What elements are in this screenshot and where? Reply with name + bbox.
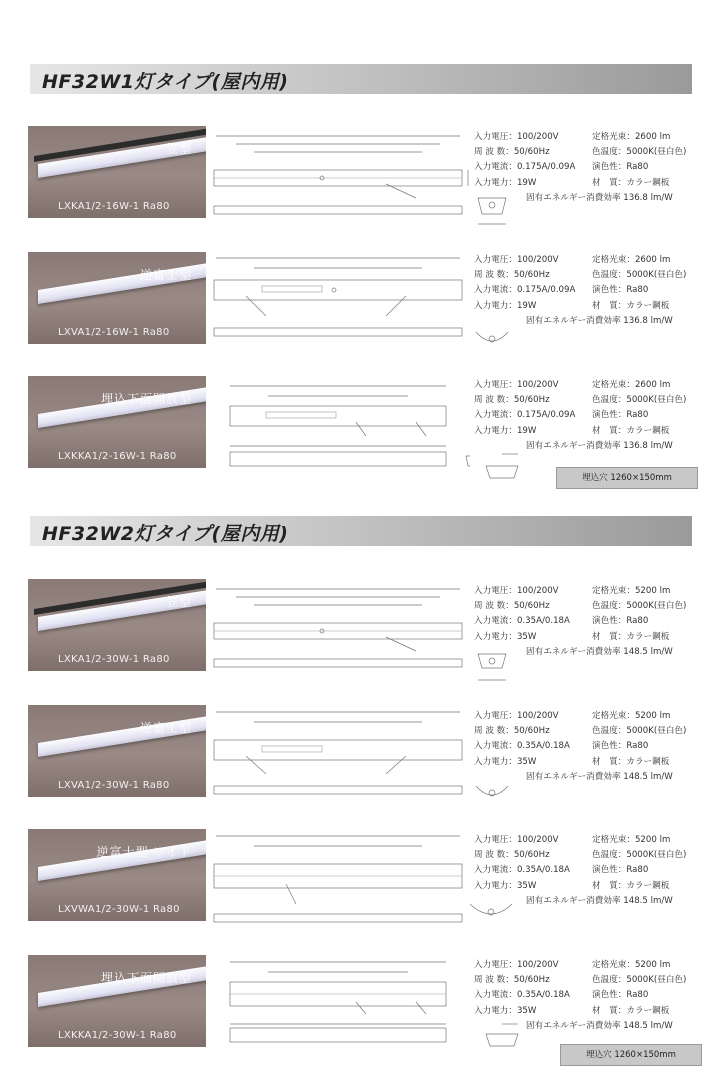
product-name: 埋込下面開放型	[100, 971, 192, 985]
product-photo-umekomi-2w	[28, 955, 206, 1047]
spec-material: 材 質：カラー鋼板	[592, 880, 670, 891]
spec-power: 入力電力：19W	[474, 300, 537, 311]
technical-drawing-umekomi-1w	[206, 378, 470, 478]
spec-lumen: 定格光束：5200 lm	[592, 960, 671, 970]
section-profile-sakafuji-1w	[472, 326, 512, 356]
spec-frequency: 周 波 数：50/60Hz	[474, 975, 550, 986]
spec-lumen: 定格光束：2600 lm	[592, 380, 671, 390]
spec-cri: 演色性：Ra80	[592, 990, 649, 1001]
product-model: LXKKA1/2-16W-1 Ra80	[58, 451, 177, 462]
spec-efficiency: 固有エネルギー消費効率 148.5 lm/W	[526, 895, 673, 906]
spec-power: 入力電力：19W	[474, 177, 537, 188]
product-model: LXVA1/2-30W-1 Ra80	[58, 780, 170, 791]
embed-hole-label-1w: 埋込穴 1260×150mm	[556, 467, 698, 489]
spec-efficiency: 固有エネルギー消費効率 136.8 lm/W	[526, 315, 673, 326]
spec-lumen: 定格光束：2600 lm	[592, 255, 671, 265]
product-name: 埋込下面開放型	[100, 392, 192, 406]
product-model: LXKA1/2-16W-1 Ra80	[58, 201, 170, 212]
product-photo-sakafuji-1w	[28, 252, 206, 344]
spec-lumen: 定格光束：5200 lm	[592, 835, 671, 845]
spec-frequency: 周 波 数：50/60Hz	[474, 601, 550, 612]
product-photo-kasa-1w	[28, 126, 206, 218]
spec-current: 入力電流：0.35A/0.18A	[474, 990, 570, 1001]
spec-voltage: 入力電圧：100/200V	[474, 960, 559, 970]
spec-lumen: 定格光束：2600 lm	[592, 132, 671, 142]
spec-cri: 演色性：Ra80	[592, 162, 649, 173]
spec-power: 入力電力：35W	[474, 1005, 537, 1016]
spec-frequency: 周 波 数：50/60Hz	[474, 395, 550, 406]
spec-block-kasa-2w	[474, 584, 714, 660]
spec-voltage: 入力電圧：100/200V	[474, 711, 559, 721]
spec-power: 入力電力：19W	[474, 425, 537, 436]
spec-efficiency: 固有エネルギー消費効率 148.5 lm/W	[526, 646, 673, 657]
spec-material: 材 質：カラー鋼板	[592, 177, 670, 188]
product-name: 笠型	[165, 142, 192, 156]
product-model: LXKA1/2-30W-1 Ra80	[58, 654, 170, 665]
section-header-1w	[30, 64, 692, 94]
product-model: LXVWA1/2-30W-1 Ra80	[58, 904, 180, 915]
spec-power: 入力電力：35W	[474, 756, 537, 767]
spec-current: 入力電流：0.175A/0.09A	[474, 285, 576, 296]
spec-cri: 演色性：Ra80	[592, 865, 649, 876]
spec-block-sakafuji-2w	[474, 709, 714, 785]
technical-drawing-kasa-2w	[206, 579, 470, 689]
technical-drawing-kasa-1w	[206, 126, 470, 241]
spec-lumen: 定格光束：5200 lm	[592, 586, 671, 596]
spec-power: 入力電力：35W	[474, 631, 537, 642]
spec-frequency: 周 波 数：50/60Hz	[474, 147, 550, 158]
product-model: LXVA1/2-16W-1 Ra80	[58, 327, 170, 338]
spec-voltage: 入力電圧：100/200V	[474, 132, 559, 142]
spec-color-temp: 色温度：5000K(昼白色)	[592, 726, 687, 737]
technical-drawing-sakafuji-2w	[206, 704, 470, 804]
product-model: LXKKA1/2-30W-1 Ra80	[58, 1030, 177, 1041]
spec-material: 材 質：カラー鋼板	[592, 1005, 670, 1016]
spec-block-umekomi-2w	[474, 958, 714, 1034]
spec-voltage: 入力電圧：100/200V	[474, 835, 559, 845]
spec-current: 入力電流：0.175A/0.09A	[474, 162, 576, 173]
spec-frequency: 周 波 数：50/60Hz	[474, 726, 550, 737]
spec-efficiency: 固有エネルギー消費効率 136.8 lm/W	[526, 192, 673, 203]
product-name: 逆富士型 ワイド	[96, 845, 192, 859]
product-photo-kasa-2w	[28, 579, 206, 671]
spec-current: 入力電流：0.35A/0.18A	[474, 865, 570, 876]
spec-efficiency: 固有エネルギー消費効率 148.5 lm/W	[526, 1020, 673, 1031]
spec-power: 入力電力：35W	[474, 880, 537, 891]
spec-color-temp: 色温度：5000K(昼白色)	[592, 395, 687, 406]
spec-color-temp: 色温度：5000K(昼白色)	[592, 850, 687, 861]
product-name: 笠型	[165, 595, 192, 609]
spec-voltage: 入力電圧：100/200V	[474, 380, 559, 390]
spec-current: 入力電流：0.175A/0.09A	[474, 410, 576, 421]
section-title: HF32W2灯タイプ(屋内用)	[42, 523, 289, 545]
spec-current: 入力電流：0.35A/0.18A	[474, 741, 570, 752]
spec-efficiency: 固有エネルギー消費効率 148.5 lm/W	[526, 771, 673, 782]
spec-cri: 演色性：Ra80	[592, 741, 649, 752]
spec-cri: 演色性：Ra80	[592, 410, 649, 421]
product-photo-umekomi-1w	[28, 376, 206, 468]
spec-voltage: 入力電圧：100/200V	[474, 255, 559, 265]
spec-block-sakafuji-1w	[474, 253, 714, 329]
spec-cri: 演色性：Ra80	[592, 285, 649, 296]
spec-material: 材 質：カラー鋼板	[592, 756, 670, 767]
spec-block-umekomi-1w	[474, 378, 714, 454]
technical-drawing-sakafuji-1w	[206, 250, 470, 350]
product-photo-sakafuji-wide-2w	[28, 829, 206, 921]
spec-color-temp: 色温度：5000K(昼白色)	[592, 270, 687, 281]
spec-color-temp: 色温度：5000K(昼白色)	[592, 601, 687, 612]
spec-block-sakafuji-wide-2w	[474, 833, 714, 909]
technical-drawing-sakafuji-wide-2w	[206, 828, 470, 928]
spec-frequency: 周 波 数：50/60Hz	[474, 850, 550, 861]
spec-voltage: 入力電圧：100/200V	[474, 586, 559, 596]
product-name: 逆富士型	[139, 268, 192, 282]
spec-frequency: 周 波 数：50/60Hz	[474, 270, 550, 281]
spec-efficiency: 固有エネルギー消費効率 136.8 lm/W	[526, 440, 673, 451]
spec-lumen: 定格光束：5200 lm	[592, 711, 671, 721]
spec-material: 材 質：カラー鋼板	[592, 631, 670, 642]
spec-current: 入力電流：0.35A/0.18A	[474, 616, 570, 627]
spec-cri: 演色性：Ra80	[592, 616, 649, 627]
spec-material: 材 質：カラー鋼板	[592, 300, 670, 311]
spec-color-temp: 色温度：5000K(昼白色)	[592, 147, 687, 158]
section-header-2w	[30, 516, 692, 546]
spec-block-kasa-1w	[474, 130, 714, 206]
spec-color-temp: 色温度：5000K(昼白色)	[592, 975, 687, 986]
spec-material: 材 質：カラー鋼板	[592, 425, 670, 436]
embed-hole-label-2w: 埋込穴 1260×150mm	[560, 1044, 702, 1066]
product-photo-sakafuji-2w	[28, 705, 206, 797]
product-name: 逆富士型	[139, 721, 192, 735]
section-title: HF32W1灯タイプ(屋内用)	[42, 71, 289, 93]
technical-drawing-umekomi-2w	[206, 956, 470, 1046]
